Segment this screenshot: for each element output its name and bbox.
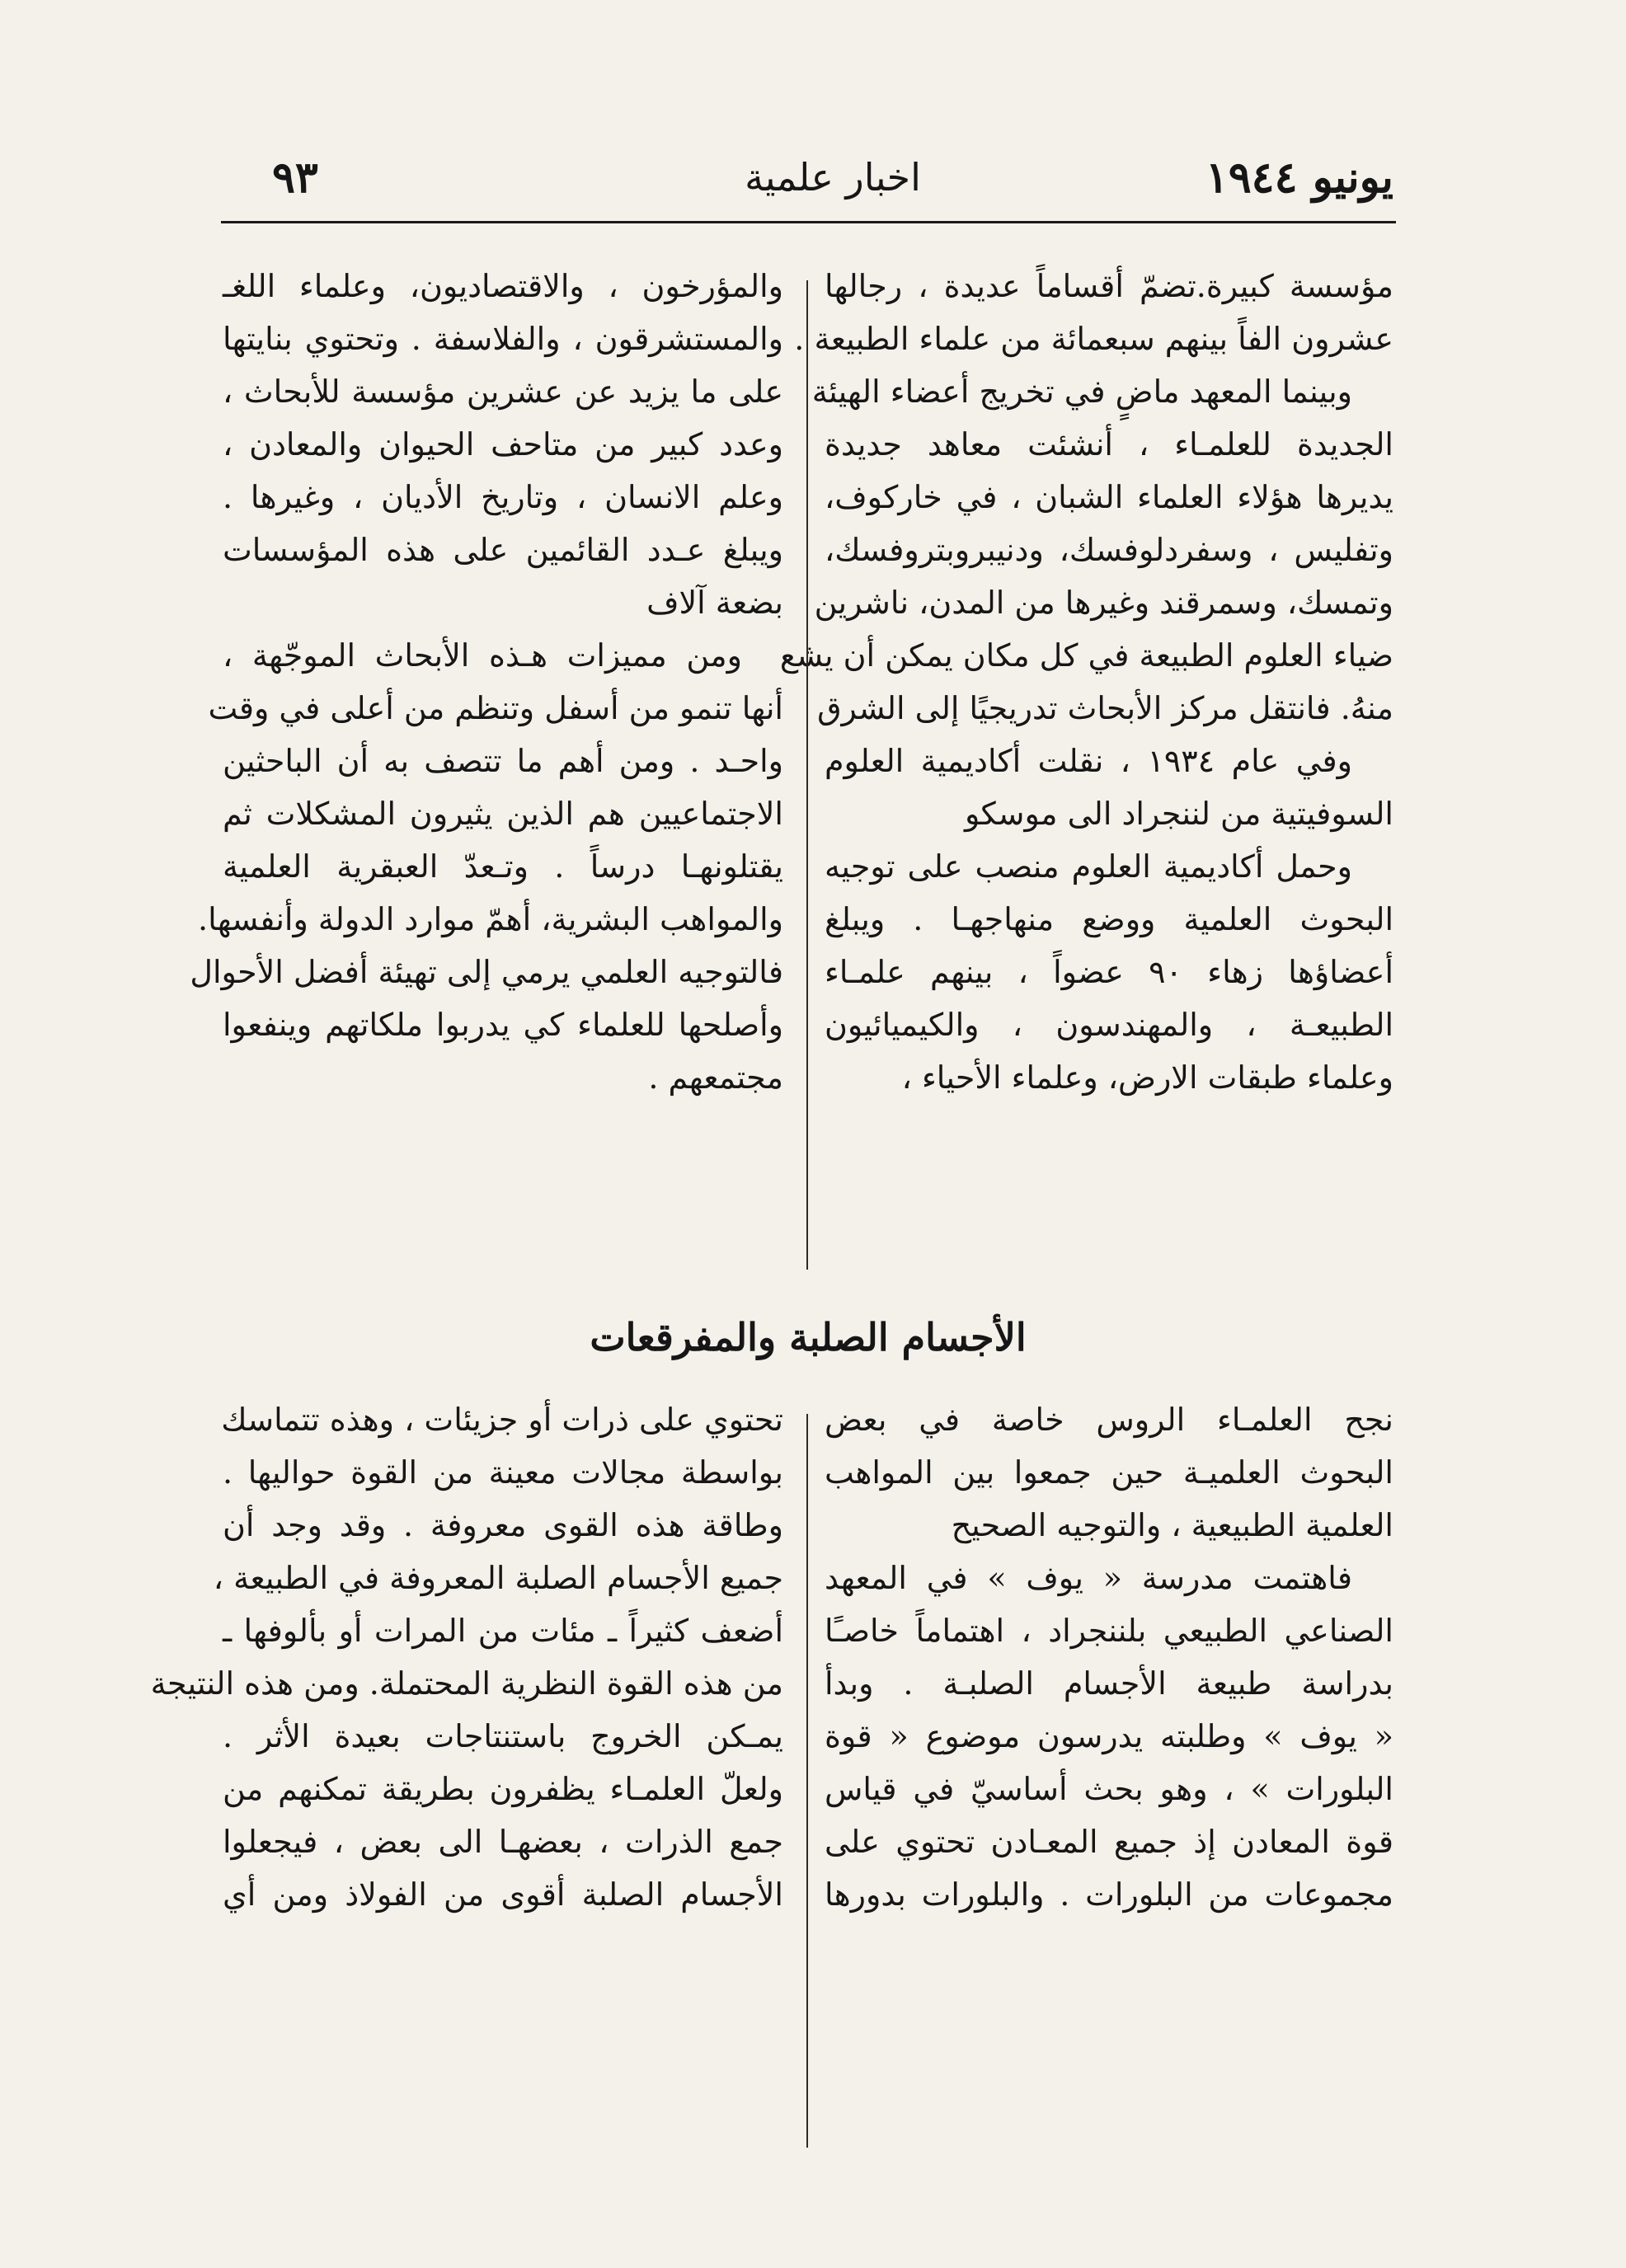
section1-left-column xyxy=(190,260,783,1104)
section1-right-column xyxy=(779,260,1394,1104)
text-line: تحتوي على ذرات أو جزيئات ، وهذه تتماسك xyxy=(221,1402,783,1438)
column-divider xyxy=(806,1414,808,2148)
text-line: ضياء العلوم الطبيعة في كل مكان يمكن أن يشع xyxy=(779,637,1393,674)
running-header xyxy=(272,140,1393,214)
text-line: وحمل أكاديمية العلوم منصب على توجيه xyxy=(825,848,1352,885)
text-line: واحـد . ومن أهم ما تتصف به أن الباحثين xyxy=(223,743,783,779)
text-line: وتفليس ، وسفردلوفسك، ودنيبروبتروفسك، xyxy=(825,532,1393,568)
text-line: « يوف » وطلبته يدرسون موضوع « قوة xyxy=(825,1718,1393,1754)
text-line: أنها تنمو من أسفل وتنظم من أعلى في وقت xyxy=(208,690,783,726)
text-line: قوة المعادن إذ جميع المعـادن تحتوي على xyxy=(825,1824,1393,1860)
header-title: اخبار علمية xyxy=(745,155,921,200)
text-line: من هذه القوة النظرية المحتملة. ومن هذه النتيجة xyxy=(150,1665,783,1702)
text-line: فالتوجيه العلمي يرمي إلى تهيئة أفضل الأحوال xyxy=(190,954,783,990)
text-line: الاجتماعيين هم الذين يثيرون المشكلات ثم xyxy=(223,796,783,832)
text-line: ولعلّ العلمـاء يظفرون بطريقة تمكنهم من xyxy=(223,1771,783,1807)
text-line: منهُ. فانتقل مركز الأبحاث تدريجيًا إلى الشرق xyxy=(817,690,1393,726)
text-line: والمستشرقون ، والفلاسفة . وتحتوي بنايتها xyxy=(223,321,783,357)
text-line: بضعة آلاف xyxy=(646,585,783,621)
text-line: البلورات » ، وهو بحث أساسيّ في قياس xyxy=(825,1771,1393,1807)
text-line: يقتلونهـا درساً . وتـعدّ العبقرية العلمية xyxy=(223,848,783,885)
text-line: جميع الأجسام الصلبة المعروفة في الطبيعة ، xyxy=(213,1560,783,1596)
text-line: مؤسسة كبيرة.تضمّ أقساماً عديدة ، رجالها xyxy=(825,268,1393,304)
text-line: البحوث العلميـة حين جمعوا بين المواهب xyxy=(825,1454,1393,1491)
header-date: يونيو ١٩٤٤ xyxy=(1205,152,1393,203)
text-line: الجديدة للعلمـاء ، أنشئت معاهد جديدة xyxy=(825,426,1393,463)
text-line: ويبلغ عـدد القائمين على هذه المؤسسات xyxy=(223,532,783,568)
text-line: العلمية الطبيعية ، والتوجيه الصحيح xyxy=(951,1507,1393,1543)
text-line: وعلماء طبقات الارض، وعلماء الأحياء ، xyxy=(901,1059,1393,1096)
text-line: الصناعي الطبيعي بلننجراد ، اهتماماً خاصـًا xyxy=(825,1613,1393,1649)
text-line: جمع الذرات ، بعضهـا الى بعض ، فيجعلوا xyxy=(223,1824,783,1860)
text-line: أضعف كثيراً ـ مئات من المرات أو بألوفها ـ xyxy=(223,1613,783,1649)
page-number: ٩٣ xyxy=(272,152,318,203)
text-line: الطبيعـة ، والمهندسون ، والكيميائيون xyxy=(825,1007,1393,1043)
header-rule xyxy=(221,221,1396,223)
text-line: وأصلحها للعلماء كي يدربوا ملكاتهم وينفعوا xyxy=(223,1007,783,1043)
text-line: السوفيتية من لننجراد الى موسكو xyxy=(965,796,1393,832)
text-line: يمـكن الخروج باستنتاجات بعيدة الأثر . xyxy=(223,1718,783,1754)
column-divider xyxy=(806,280,808,1270)
text-line: نجح العلمـاء الروس خاصة في بعض xyxy=(825,1402,1393,1438)
text-line: مجموعات من البلورات . والبلورات بدورها xyxy=(825,1876,1393,1913)
text-line: البحوث العلمية ووضع منهاجهـا . ويبلغ xyxy=(825,901,1393,937)
text-line: أعضاؤها زهاء ٩٠ عضواً ، بينهم علمـاء xyxy=(825,954,1394,990)
text-line: الأجسام الصلبة أقوى من الفولاذ ومن أي xyxy=(223,1876,783,1913)
text-line: بواسطة مجالات معينة من القوة حواليها . xyxy=(223,1454,783,1491)
section2-right-column xyxy=(825,1393,1393,1921)
text-line: وعدد كبير من متاحف الحيوان والمعادن ، xyxy=(223,426,783,463)
text-line: وبينما المعهد ماضٍ في تخريج أعضاء الهيئة xyxy=(811,373,1352,410)
text-line: ومن مميزات هـذه الأبحاث الموجّهة ، xyxy=(223,637,742,674)
text-line: بدراسة طبيعة الأجسام الصلبـة . وبدأ xyxy=(825,1665,1393,1702)
text-line: وتمسك، وسمرقند وغيرها من المدن، ناشرين xyxy=(814,585,1393,621)
text-line: والمؤرخون ، والاقتصاديون، وعلماء اللغـ xyxy=(223,268,783,304)
text-line: على ما يزيد عن عشرين مؤسسة للأبحاث ، xyxy=(223,373,783,410)
text-line: وطاقة هذه القوى معروفة . وقد وجد أن xyxy=(223,1507,783,1543)
section2-left-column xyxy=(150,1393,783,1921)
text-line: مجتمعهم . xyxy=(648,1059,783,1096)
text-line: وفي عام ١٩٣٤ ، نقلت أكاديمية العلوم xyxy=(825,743,1352,779)
text-line: والمواهب البشرية، أهمّ موارد الدولة وأنفسها. xyxy=(198,901,783,937)
text-line: فاهتمت مدرسة « يوف » في المعهد xyxy=(825,1560,1352,1596)
section-heading: الأجسام الصلبة والمفرقعات xyxy=(590,1315,1027,1359)
text-line: عشرون الفاً بينهم سبعمائة من علماء الطبيعة . xyxy=(794,321,1393,357)
text-line: يديرها هؤلاء العلماء الشبان ، في خاركوف، xyxy=(825,479,1393,515)
text-line: وعلم الانسان ، وتاريخ الأديان ، وغيرها . xyxy=(223,479,783,515)
